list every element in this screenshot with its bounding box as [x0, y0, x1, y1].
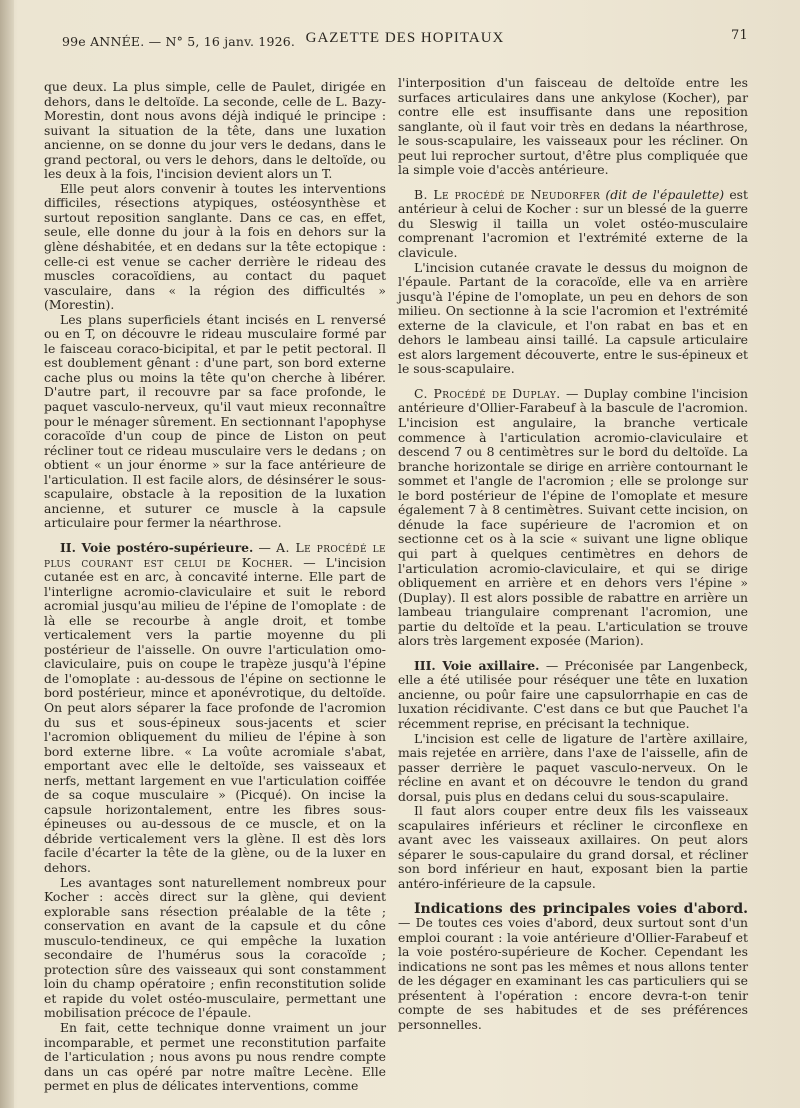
section-paragraph: [398, 659, 748, 732]
section-title-iii: III. Voie axillaire.: [414, 657, 540, 673]
subsection-title-c: C. Procédé de Duplay.: [414, 385, 561, 401]
subsection-alias: (dit de l'épaulette): [605, 186, 725, 202]
binding-edge: [0, 0, 14, 1108]
paragraph: En fait, cette technique donne vraiment un jour incomparable, et permet une reconstitution parfaite de l'articulation ; nous avons pu nous rendre compte dans un cas opéré par notre maître Lecène. Elle permet en plus de délicates interventions, comme: [44, 1020, 386, 1094]
right-column: [398, 76, 748, 1032]
paragraph: Il faut alors couper entre deux fils les vaisseaux scapulaires inférieurs et récliner le circonflexe en avant avec les vaisseaux axillaires. On peut alors séparer le sous-capulaire du grand dorsal, et récliner son bord inférieur en haut, exposant bien la partie antéro-inférieure de la capsule.: [398, 803, 748, 891]
subsection-title-b: B. Le procédé de Neudorfer: [414, 186, 601, 202]
section-paragraph: II. Voie postéro-supérieure. — A. Le procédé le plus courant est celui de Kocher. — L'incision cutanée est en arc, à concavité interne. Elle part de l'interligne acromio-claviculaire et suit le rebord acromial jusqu'au milieu de l'épine de l'omoplate : de là elle se recourbe à angle droit, et tombe verticalement vers la partie moyenne du pli postérieur de l'aisselle. On ouvre l'articulation omo-claviculaire, puis on coupe le trapèze jusqu'à l'épine de l'omoplate : au-dessous de l'épine on sectionne le bord postérieur, mince et aponévrotique, du deltoïde. On peut alors séparer la face profonde de l'acromion du sus et sous-épineux sous-jacents et scier l'acromion obliquement du milieu de l'épine à son bord externe libre. « La voûte acromiale s'abat, emportant avec elle le deltoïde, ses vaisseaux et nerfs, mettant largement en vue l'articulation coiffée de sa coque musculaire » (Picqué). On incise la capsule horizontalement, entre les fibres sous-épineuses ou au-dessous de ce muscle, et on la débride verticalement vers la glène. Il est dès lors facile d'écarter la tête de la glène, ou de la luxer en dehors.: [44, 539, 386, 875]
section-title-ii: II. Voie postéro-supérieure.: [60, 539, 254, 555]
left-column: [44, 80, 386, 1094]
issue-info: 99e ANNÉE. — N° 5, 16 janv. 1926.: [62, 34, 296, 49]
paragraph: L'incision est celle de ligature de l'artère axillaire, mais rejetée en arrière, dans l'axe de l'aisselle, afin de passer derrière le paquet vasculo-nerveux. On le récline en avant et on découvre le tendon du grand dorsal, puis plus en dedans celui du sous-scapulaire.: [398, 730, 748, 804]
section-paragraph: [398, 387, 748, 649]
paragraph: Elle peut alors convenir à toutes les interventions difficiles, résections atypiques, ostéosynthèse et surtout reposition sanglante. Dans ce cas, en effet, seule, elle donne du jour à la fois en dehors sur la glène déshabitée, et en dedans sur la tête ectopique : celle-ci est venue se cacher derrière le rideau des muscles coracoïdiens, au contact du paquet vasculaire, dans « la région des difficultés » (Morestin).: [44, 180, 386, 313]
page-number: 71: [731, 28, 748, 43]
section-text: — De toutes ces voies d'abord, deux surtout sont d'un emploi courant : la voie antérieure d'Ollier-Farabeuf et la voie postéro-supérieure de Kocher. Cependant les indications ne sont pas les mêmes et nous allons tenter de les dégager en examinant les cas particuliers qui se présentent à l'opération : encore devra-t-on tenir compte de ses habitudes et de ses préférences personnelles.: [398, 915, 748, 1032]
paragraph: que deux. La plus simple, celle de Paulet, dirigée en dehors, dans le deltoïde. La seconde, celle de L. Bazy-Morestin, dont nous avons déjà indiqué le principe : suivant la situation de la tête, dans une luxation ancienne, on se donne du jour vers le dedans, dans le grand pectoral, ou vers le dehors, dans le deltoïde, ou les deux à la fois, l'incision devient alors un T.: [44, 79, 386, 182]
section-text: — Préconisée par Langenbeck, elle a été utilisée pour réséquer une tête en luxation ancienne, ou poûr faire une capsulorrhapie en cas de luxation récidivante. C'est dans ce but que Pauchet l'a récemment reprise, en précisant la technique.: [398, 657, 748, 731]
paragraph: L'incision cutanée cravate le dessus du moignon de l'épaule. Partant de la coracoïde, elle va en arrière jusqu'à l'épine de l'omoplate, un peu en dehors de son milieu. On sectionne à la scie l'acromion et l'extrémité externe de la clavicule, et l'on rabat en bas et en dehors le lambeau ainsi taillé. La capsule articulaire est alors largement découverte, entre le sus-épineux et le sous-scapulaire.: [398, 259, 748, 377]
page-header: [62, 28, 748, 54]
section-paragraph: [398, 902, 748, 1033]
paragraph: Les avantages sont naturellement nombreux pour Kocher : accès direct sur la glène, qui devient explorable sans résection préalable de la tête ; conservation en avant de la capsule et du cône musculo-tendineux, ce qui empêche la luxation secondaire de l'humérus sous la coracoïde ; protection sûre des vaisseaux qui sont constamment loin du champ opératoire ; enfin reconstitution solide et rapide du volet ostéo-musculaire, permettant une mobilisation précoce de l'épaule.: [44, 874, 386, 1021]
section-text: est antérieur à celui de Kocher : sur un blessé de la guerre du Sleswig il tailla un volet ostéo-musculaire comprenant l'acromion et l'extrémité externe de la clavicule.: [398, 186, 748, 261]
section-text: — Duplay combine l'incision antérieure d'Ollier-Farabeuf à la bascule de l'acromion. L'incision est angulaire, la branche verticale commence à l'articulation acromio-claviculaire et descend 7 ou 8 centimètres sur le bord du deltoïde. La branche horizontale se dirige en arrière contournant le sommet et l'angle de l'acromion ; elle se prolonge sur le bord postérieur de l'épine de l'omoplate et mesure également 7 à 8 centimètres. Suivant cette incision, on dénude la face supérieure de l'acromion et on sectionne cet os à la scie « suivant une ligne oblique qui part à quelques centimètres en dehors de l'articulation acromio-claviculaire, et qui se dirige obliquement en arrière et en dehors vers l'épine » (Duplay). Il est alors possible de rabattre en arrière un lambeau triangulaire comprenant l'acromion, une partie du deltoïde et la peau. L'articulation se trouve alors très largement exposée (Marion).: [398, 385, 748, 649]
paragraph: Les plans superficiels étant incisés en L renversé ou en T, on découvre le rideau musculaire formé par le faisceau coraco-bicipital, et par le petit pectoral. Il est doublement gênant : d'une part, son bord externe cache plus ou moins la tête qu'on cherche à libérer. D'autre part, il recouvre par sa face profonde, le paquet vasculo-nerveux, qu'il vaut mieux reconnaître pour le ménager sûrement. En sectionnant l'apophyse coracoïde d'un coup de pince de Liston on peut récliner tout ce rideau musculaire vers le dedans ; on obtient « un jour énorme » sur la face antérieure de l'articulation. Il est facile alors, de désinsérer le sous-scapulaire, obstacle à la reposition de la luxation ancienne, et suturer ce muscle à la capsule articulaire pour fermer la néarthrose.: [44, 311, 386, 531]
journal-title: GAZETTE DES HOPITAUX: [305, 30, 505, 46]
section-paragraph: [398, 188, 748, 261]
paragraph: l'interposition d'un faisceau de deltoïde entre les surfaces articulaires dans une ankylose (Kocher), par contre elle est insuffisante dans une reposition sanglante, où il faut voir très en dedans la néarthrose, le sous-scapulaire, les vaisseaux pour les récliner. On peut lui reprocher surtout, d'être plus compliquée que la simple voie d'accès antérieure.: [398, 75, 748, 178]
subsection-title-a: A. Le procédé le plus courant est celui de Kocher.: [44, 539, 386, 570]
section-text: — L'incision cutanée est en arc, à concavité interne. Elle part de l'interligne acromio-claviculaire et suit le rebord acromial jusqu'au milieu de l'épine de l'omoplate : de là elle se recourbe à angle droit, et tombe verticalement vers la partie moyenne du pli postérieur de l'aisselle. On ouvre l'articulation omo-claviculaire, puis on coupe le trapèze jusqu'à l'épine de l'omoplate : au-dessous de l'épine on sectionne le bord postérieur, mince et aponévrotique, du deltoïde. On peut alors séparer la face profonde de l'acromion du sus et sous-épineux sous-jacents et scier l'acromion obliquement du milieu de l'épine à son bord externe libre. « La voûte acromiale s'abat, emportant avec elle le deltoïde, ses vaisseaux et nerfs, mettant largement en vue l'articulation coiffée de sa coque musculaire » (Picqué). On incise la capsule horizontalement, entre les fibres sous-épineuses ou au-dessous de ce muscle, et on la débride verticalement vers la glène. Il est dès lors facile d'écarter la tête de la glène, ou de la luxer en dehors.: [44, 554, 386, 875]
section-title-indications: Indications des principales voies d'abord.: [414, 900, 748, 917]
